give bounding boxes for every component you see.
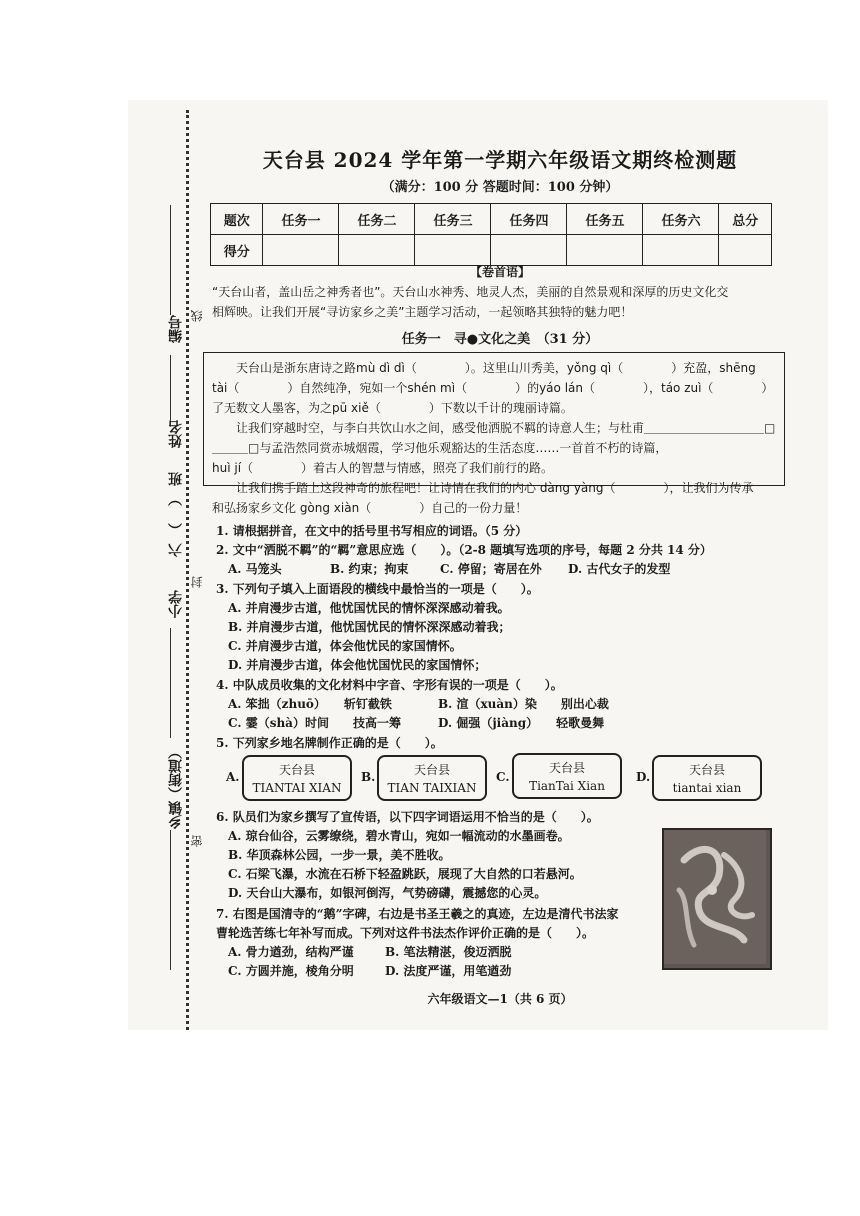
- q2-option-b: B. 约束；拘束: [330, 562, 409, 576]
- q6-option-a: A. 琼台仙谷，云雾缭绕，碧水青山，宛如一幅流动的水墨画卷。: [228, 829, 570, 843]
- preface-title: 【卷首语】: [469, 265, 530, 279]
- q6-option-d: D. 天台山大瀑布，如银河倒泻，气势磅礴，震撼您的心灵。: [228, 886, 547, 900]
- score-table: [210, 203, 772, 266]
- calligraphy-stele-icon: [664, 830, 766, 964]
- plate-bottom-text: TIAN TAIXIAN: [387, 781, 477, 795]
- score-header-cell: 任务四: [491, 204, 567, 235]
- score-table-header-row: [211, 204, 772, 235]
- passage-line: 了无数文人墨客，为之pū xiě（ ）下数以千计的瑰丽诗篇。: [212, 401, 573, 415]
- plate-top-text: 天台县: [278, 763, 315, 777]
- score-cell[interactable]: [491, 235, 567, 266]
- preface-line: “天台山者，盖山岳之神秀者也”。天台山水神秀、地灵人杰，美丽的自然景观和深厚的历史文化交: [212, 285, 729, 299]
- score-header-cell: 任务五: [567, 204, 643, 235]
- q5-letter-a: A.: [226, 770, 240, 784]
- score-cell[interactable]: [263, 235, 339, 266]
- score-row-label: 得分: [211, 235, 263, 266]
- name-label: 姓名: [168, 420, 184, 448]
- number-rule: [170, 205, 171, 315]
- exam-subtitle: （满分：100 分 答题时间：100 分钟）: [381, 180, 619, 195]
- score-cell[interactable]: [719, 235, 772, 266]
- plate-top-text: 天台县: [413, 763, 450, 777]
- name-rule: [170, 355, 171, 420]
- q7-option-d: D. 法度严谨，用笔遒劲: [385, 964, 512, 978]
- q2-option-c: C. 停留；寄居在外: [440, 562, 542, 576]
- town-rule: [170, 830, 171, 970]
- passage-line: 让我们携手踏上这段神奇的旅程吧！让诗情在我们的内心 dàng yàng（ ），让我们为传承: [212, 481, 754, 495]
- preface-line: 相辉映。让我们开展“寻访家乡之美”主题学习活动，一起领略其独特的魅力吧！: [212, 305, 633, 319]
- plate-bottom-text: TIANTAI XIAN: [252, 781, 342, 795]
- passage-line: huì jí（ ）着古人的智慧与情感，照亮了我们前行的路。: [212, 461, 554, 475]
- preface-text: [212, 282, 780, 322]
- question-3: 3. 下列句子填入上面语段的横线中最恰当的一项是（ ）。: [216, 582, 539, 596]
- q5-plate-b: [377, 755, 487, 801]
- question-4: 4. 中队成员收集的文化材料中字音、字形有误的一项是（ ）。: [216, 678, 563, 692]
- question-5: 5. 下列家乡地名牌制作正确的是（ ）。: [216, 736, 443, 750]
- score-cell[interactable]: [339, 235, 415, 266]
- score-header-cell: 任务一: [263, 204, 339, 235]
- score-header-cell: 任务二: [339, 204, 415, 235]
- question-7: 7. 右图是国清寺的“鹅”字碑，右边是书圣王羲之的真迹，左边是清代书法家: [216, 907, 619, 921]
- q6-option-b: B. 华顶森林公园，一步一景，美不胜收。: [228, 848, 451, 862]
- q4-option-a: A. 笨拙（zhuō） 斩钉截铁: [228, 697, 392, 711]
- q5-letter-d: D.: [636, 770, 651, 784]
- seal-mark-secret: 密: [190, 835, 204, 847]
- plate-top-text: 天台县: [688, 763, 725, 777]
- q5-plate-c: [512, 753, 622, 799]
- q4-option-b: B. 渲（xuàn）染 别出心裁: [438, 697, 609, 711]
- q4-option-c: C. 霎（shà）时间 技高一筹: [228, 716, 401, 730]
- passage-line: 和弘扬家乡文化 gòng xiàn（ ）自己的一份力量！: [212, 501, 528, 515]
- plate-top-text: 天台县: [548, 761, 585, 775]
- school-label: 小学: [168, 590, 184, 618]
- q2-option-a: A. 马笼头: [228, 562, 282, 576]
- q5-letter-c: C.: [496, 770, 510, 784]
- passage-line: ＿＿＿□与孟浩然同赏赤城烟霞，学习他乐观豁达的生活态度……一首首不朽的诗篇，: [212, 441, 668, 455]
- number-label: 编号: [168, 315, 184, 343]
- score-cell[interactable]: [643, 235, 719, 266]
- q5-plate-a: [242, 755, 352, 801]
- passage-line: 天台山是浙东唐诗之路mù dì dì（ ）。这里山川秀美，yǒng qì（ ）充盈，shēng: [212, 361, 756, 375]
- question-2: 2. 文中“洒脱不羁”的“羁”意思应选（ ）。（2-8 题填写选项的序号，每题 2 分共 14 分）: [216, 543, 712, 557]
- task1-heading: 任务一 寻●文化之美 （31 分）: [401, 332, 599, 347]
- score-table-row: [211, 235, 772, 266]
- score-header-cell: 任务三: [415, 204, 491, 235]
- q2-option-d: D. 古代女子的发型: [568, 562, 671, 576]
- question-1: 1. 请根据拼音，在文中的括号里书写相应的词语。（5 分）: [216, 524, 528, 538]
- seal-mark-seal: 封: [190, 576, 204, 588]
- page-footer: 六年级语文—1（共 6 页）: [427, 992, 573, 1006]
- score-header-cell: 总分: [719, 204, 772, 235]
- class-label: 六（ ）班: [168, 466, 184, 557]
- q5-plate-d: [652, 755, 762, 801]
- q3-option-b: B. 并肩漫步古道，他忧国忧民的情怀深深感动着我；: [228, 620, 511, 634]
- q3-option-c: C. 并肩漫步古道，体会他忧民的家国情怀。: [228, 639, 462, 653]
- exam-title: 天台县 2024 学年第一学期六年级语文期终检测题: [262, 148, 738, 172]
- q7-option-c: C. 方圆并施，棱角分明: [228, 964, 354, 978]
- passage-line: 让我们穿越时空，与李白共饮山水之间，感受他洒脱不羁的诗意人生；与杜甫＿＿＿＿＿＿＿＿＿＿□: [212, 421, 776, 435]
- q3-option-d: D. 并肩漫步古道，体会他忧国忧民的家国情怀；: [228, 658, 487, 672]
- q4-option-d: D. 倔强（jiàng） 轻歌曼舞: [438, 716, 605, 730]
- binding-margin: [148, 110, 204, 1030]
- plate-bottom-text: TianTai Xian: [529, 779, 605, 793]
- score-cell[interactable]: [415, 235, 491, 266]
- score-header-cell: 任务六: [643, 204, 719, 235]
- question-6: 6. 队员们为家乡撰写了宣传语，以下四字词语运用不恰当的是（ ）。: [216, 810, 599, 824]
- goose-stele-image: [662, 828, 772, 970]
- school-rule: [170, 628, 171, 738]
- question-7-continued: 曹轮选苦练七年补写而成。下列对这件书法杰作评价正确的是（ ）。: [216, 926, 595, 940]
- q5-letter-b: B.: [361, 770, 376, 784]
- town-label: 乡镇（街道）: [168, 745, 184, 829]
- q7-option-b: B. 笔法精湛，俊迈洒脱: [385, 945, 512, 959]
- score-cell[interactable]: [567, 235, 643, 266]
- passage-line: tài（ ）自然纯净，宛如一个shén mì（ ）的yáo lán（ ），táo zuì（ ）: [212, 381, 774, 395]
- score-header-cell: 题次: [211, 204, 263, 235]
- q7-option-a: A. 骨力遒劲，结构严谨: [228, 945, 354, 959]
- plate-bottom-text: tiantai xian: [672, 781, 742, 795]
- q6-option-c: C. 石梁飞瀑，水流在石桥下轻盈跳跃，展现了大自然的口若悬河。: [228, 867, 582, 881]
- q3-option-a: A. 并肩漫步古道，他忧国忧民的情怀深深感动着我。: [228, 601, 510, 615]
- seal-mark-line: 线: [190, 310, 204, 322]
- fold-dotted-line: [186, 110, 189, 1030]
